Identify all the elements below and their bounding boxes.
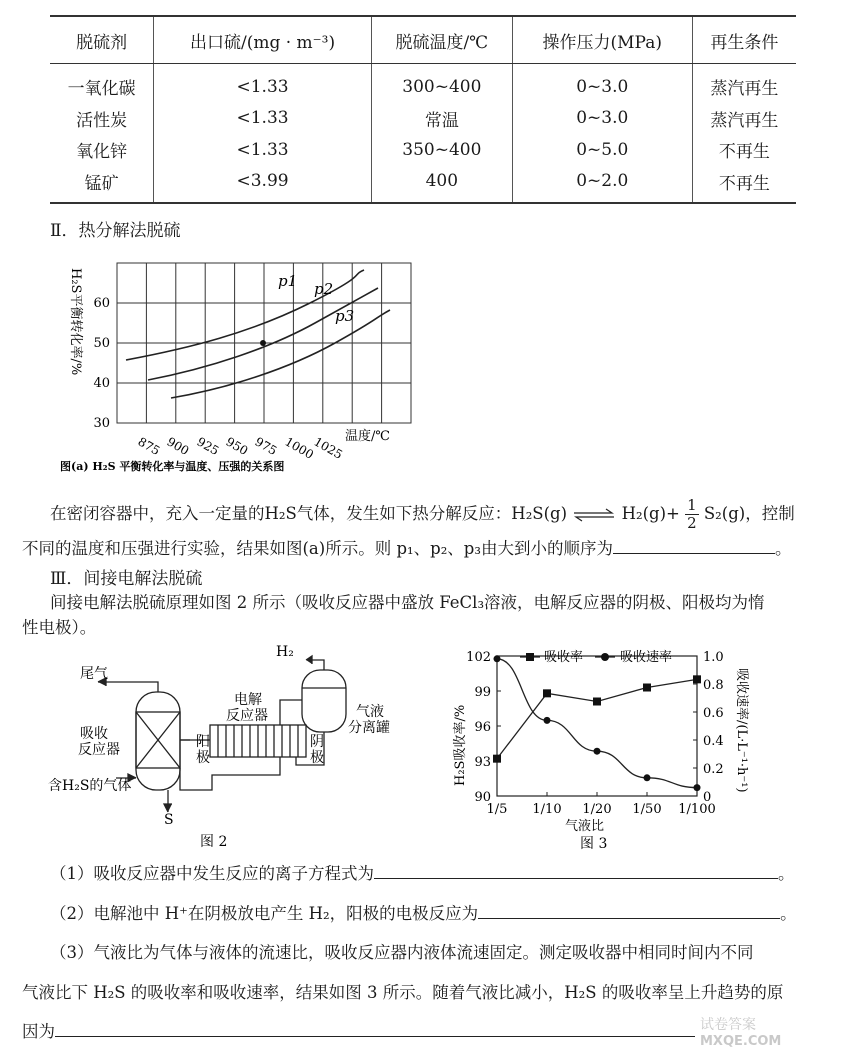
x-tick-label: 1/20	[582, 802, 612, 817]
plot-frame	[497, 656, 697, 796]
series-line-absorption-rate-speed	[497, 659, 697, 788]
text-span: 。	[778, 864, 795, 883]
y-tick: 30	[93, 416, 110, 431]
x-tick: 975	[252, 434, 280, 459]
cathode-label: 极	[310, 750, 324, 766]
data-point-square	[643, 684, 651, 692]
table-cell: <1.33	[154, 103, 372, 135]
curve-label-p2: p2	[314, 280, 334, 298]
answer-blank[interactable]	[478, 902, 780, 919]
y-tick-label-left: 99	[474, 685, 491, 700]
anode-label: 极	[196, 750, 210, 766]
y-tick-label-right: 1.0	[703, 650, 724, 665]
equilibrium-arrow-icon	[572, 508, 616, 522]
electrolyzer-label: 反应器	[226, 708, 268, 724]
section-3-paragraph-1: 间接电解法脱硫原理如图 2 所示（吸收反应器中盛放 FeCl₃溶液，电解反应器的阴极、阳极均为惰	[50, 593, 765, 612]
x-axis-label: 气液比	[565, 819, 605, 834]
question-3-line-2: 气液比下 H₂S 的吸收率和吸收速率，结果如图 3 所示。随着气液比减小，H₂S 的吸收率呈上升趋势的原	[22, 983, 784, 1002]
legend-circle-marker	[601, 653, 609, 661]
question-3-line-3	[22, 1020, 695, 1043]
x-tick: 875	[135, 434, 163, 459]
y-tick-label-left: 90	[474, 790, 491, 805]
y-tick: 50	[93, 336, 110, 351]
table-cell: 常温	[371, 103, 512, 135]
question-2	[50, 902, 797, 925]
table-header: 脱硫剂	[50, 16, 154, 64]
x-tick: 900	[164, 434, 192, 459]
x-tick: 925	[194, 434, 222, 459]
separator-label: 分离罐	[348, 720, 390, 736]
y-tick-label-left: 93	[474, 755, 491, 770]
section-3-paragraph-2: 性电极）。	[22, 618, 97, 637]
text-span: 因为	[22, 1022, 55, 1041]
curve-label-p1: p1	[278, 272, 298, 290]
table-cell: 0~3.0	[512, 64, 692, 103]
table-cell: 0~2.0	[512, 166, 692, 204]
series-line-absorption-rate	[497, 679, 697, 758]
curve-label-p3: p3	[335, 307, 355, 325]
text-span: S₂(g)，控制	[703, 504, 795, 523]
separator-tank	[302, 670, 346, 732]
figure-2-diagram	[40, 640, 420, 855]
y-tick-label-right: 0	[703, 790, 712, 805]
table-cell: 锰矿	[50, 166, 154, 204]
answer-blank[interactable]	[374, 862, 778, 879]
cathode-label: 阴	[310, 734, 324, 750]
table-header: 脱硫温度/℃	[371, 16, 512, 64]
fraction-one-half	[685, 497, 699, 532]
legend-square-marker	[526, 653, 534, 661]
table-cell: 不再生	[692, 166, 796, 204]
y-tick: 40	[93, 376, 110, 391]
table-cell: 一氧化碳	[67, 79, 136, 100]
text-span: 。	[780, 904, 797, 923]
data-point-square	[493, 755, 501, 763]
data-point-square	[543, 689, 551, 697]
separator-label: 气液	[356, 704, 384, 720]
absorber-label: 吸收	[80, 726, 108, 742]
y-tick-label-right: 0.6	[703, 706, 724, 721]
y-tick: 60	[93, 296, 110, 311]
question-3-line-1: （3）气液比为气体与液体的流速比，吸收反应器内液体流速固定。测定吸收器中相同时间内不同	[50, 943, 754, 962]
paragraph-reaction	[50, 497, 840, 532]
table-header: 再生条件	[692, 16, 796, 64]
data-point-circle	[544, 717, 551, 724]
table-row	[50, 103, 796, 135]
data-point-circle	[644, 774, 651, 781]
table-cell: 300~400	[371, 64, 512, 103]
x-tick-label: 1/10	[532, 802, 562, 817]
y-axis-label-right: 吸收速率/(L·L⁻¹·h⁻¹)	[734, 668, 749, 793]
anode-label: 阳	[196, 734, 210, 750]
table-cell: <1.33	[154, 134, 372, 166]
answer-blank[interactable]	[613, 537, 775, 554]
table-cell: <1.33	[154, 64, 372, 103]
text-span: 不同的温度和压强进行实验，结果如图(a)所示。则 p₁、p₂、p₃由大到小的顺序为	[22, 539, 613, 558]
absorber-label: 反应器	[78, 742, 120, 758]
fraction-denominator: 2	[687, 514, 697, 532]
y-tick-label-right: 0.4	[703, 734, 724, 749]
table-header-row	[50, 16, 796, 64]
inlet-gas-label: 含H₂S的气体	[48, 778, 132, 794]
table-cell: 蒸汽再生	[692, 103, 796, 135]
table-cell: 0~5.0	[512, 134, 692, 166]
table-cell: 350~400	[371, 134, 512, 166]
x-tick: 950	[223, 434, 251, 459]
curve-p3	[171, 310, 390, 398]
section-3-title: Ⅲ．间接电解法脱硫	[50, 569, 203, 589]
legend	[520, 649, 672, 665]
table-cell: 氧化锌	[76, 142, 128, 163]
table-cell: 0~3.0	[512, 103, 692, 135]
x-tick-label: 1/100	[678, 802, 716, 817]
y-axis-label: H₂S平衡转化率/%	[68, 268, 83, 376]
legend-label: 吸收速率	[620, 650, 673, 665]
x-axis-unit: 温度/℃	[345, 429, 390, 444]
y-tick-label-right: 0.2	[703, 762, 724, 777]
electrolyzer-label: 电解	[234, 692, 262, 708]
hydrogen-label: H₂	[276, 644, 294, 660]
answer-blank[interactable]	[55, 1020, 695, 1037]
data-point-circle	[694, 784, 701, 791]
y-tick-label-left: 102	[466, 650, 491, 665]
data-point-square	[693, 675, 701, 683]
figure-a-caption: 图(a) H₂S 平衡转化率与温度、压强的关系图	[60, 460, 285, 473]
sulfur-output-label: S	[164, 812, 174, 828]
paragraph-order-question	[22, 537, 792, 560]
figure-3-caption: 图 3	[580, 836, 608, 852]
figure-a-chart	[60, 248, 420, 478]
tail-gas-label: 尾气	[80, 666, 108, 682]
x-tick: 1025	[311, 434, 345, 462]
x-tick-label: 1/5	[486, 802, 508, 817]
question-1	[50, 862, 795, 885]
table-header: 操作压力(MPa)	[512, 16, 692, 64]
x-tick: 1000	[282, 434, 316, 462]
table-cell: 活性炭	[76, 110, 128, 131]
table-row	[50, 64, 796, 103]
text-span: 。	[775, 539, 792, 558]
figure-2-caption: 图 2	[200, 834, 228, 850]
text-span: （1）吸收反应器中发生反应的离子方程式为	[50, 864, 374, 883]
desulfurizer-table	[50, 15, 796, 204]
watermark-text: 试卷答案	[700, 1017, 756, 1033]
table-cell: 不再生	[692, 134, 796, 166]
table-cell: 400	[371, 166, 512, 204]
fraction-numerator: 1	[687, 496, 697, 514]
x-tick-label: 1/50	[632, 802, 662, 817]
table-cell: <3.99	[154, 166, 372, 204]
table-cell: 蒸汽再生	[692, 64, 796, 103]
reference-point	[260, 340, 266, 346]
data-point-circle	[494, 655, 501, 662]
table-row	[50, 134, 796, 166]
y-tick-label-left: 96	[474, 720, 491, 735]
curve-p2	[148, 288, 378, 380]
y-tick-label-right: 0.8	[703, 678, 724, 693]
legend-label: 吸收率	[544, 650, 584, 665]
table-row	[50, 166, 796, 204]
watermark-text: MXQE.COM	[700, 1034, 782, 1049]
data-point-square	[593, 698, 601, 706]
figure-3-chart	[440, 640, 770, 855]
text-span: H₂(g)+	[621, 504, 680, 523]
y-axis-label-left: H₂S吸收率/%	[453, 704, 468, 786]
text-span: （2）电解池中 H⁺在阴极放电产生 H₂，阳极的电极反应为	[50, 904, 479, 923]
watermark	[700, 1014, 781, 1049]
data-point-circle	[594, 748, 601, 755]
table-header: 出口硫/(mg · m⁻³)	[154, 16, 372, 64]
section-2-title: Ⅱ．热分解法脱硫	[50, 221, 181, 241]
text-span: 在密闭容器中，充入一定量的H₂S气体，发生如下热分解反应：H₂S(g)	[50, 504, 568, 523]
